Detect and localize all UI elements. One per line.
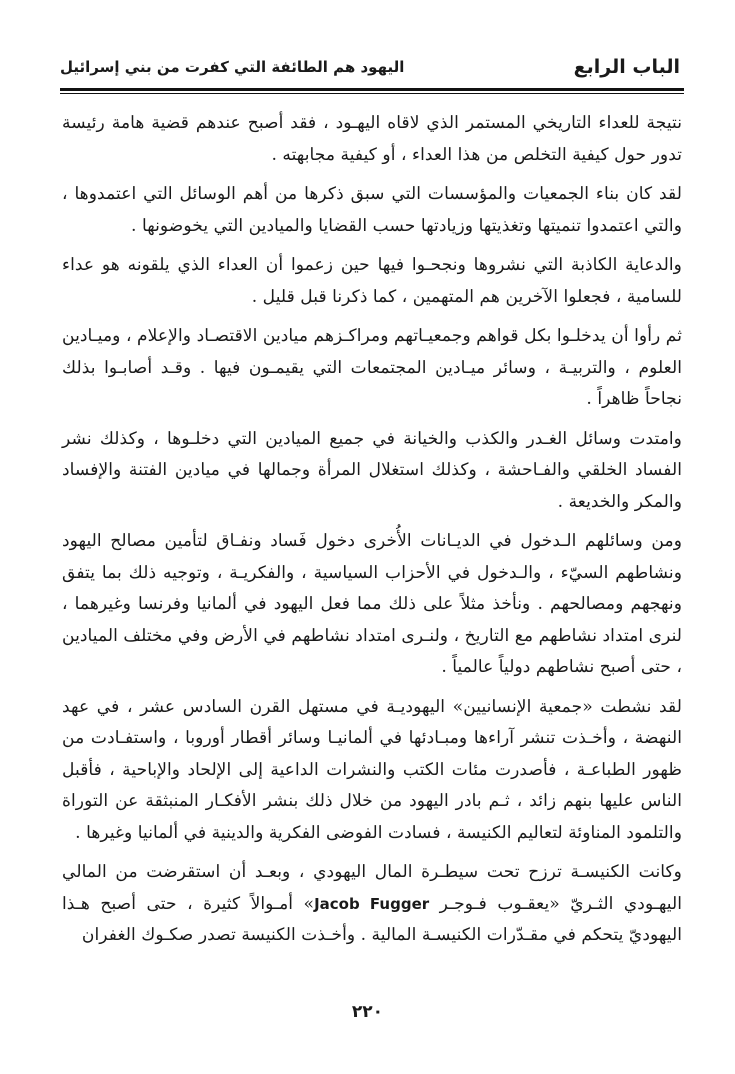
- paragraph-6: ومن وسائلهم الـدخول في الديـانات الأُخرى دخول فَساد ونفـاق لتأمين مصالح اليهود ونشاطهم السيّء ، والـدخول في الأحزاب السياسية ، والفكريـة ، وتوجيه ذلك بما يتفق ونهجهم ومصالحهم . ونأخذ مثلاً على ذلك مما فعل اليهود في ألمانيا وفرنسا وغيرهما ، لنرى امتداد نشاطهم مع التاريخ ، ولنـرى امتداد نشاطهم في الأرض وفي مختلف الميادين ، حتى أصبح نشاطهم دولياً عالمياً .: [62, 531, 682, 677]
- paragraph-2: لقد كان بناء الجمعيات والمؤسسات التي سبق ذكرها من أهم الوسائل التي اعتمدوها ، والتي اعتمدوا تنميتها وتغذيتها وزيادتها حسب القضايا والميادين التي يخوضونها .: [62, 184, 682, 236]
- header-rule-thick: [60, 88, 684, 91]
- paragraph-8-start: وكانت الكنيسـة ترزح تحت سيطـرة المال اليهودي ، وبعـد أن استقرضت من المالي اليهـودي الثـريّ «يعقـوب فـوجـر: [62, 862, 682, 914]
- latin-name: Jacob Fugger: [314, 894, 430, 913]
- paragraph-8-end: » أمـوالاً كثيرة ، حتى أصبح هـذا اليهوديّ يتحكم في مقـدّرات الكنيسـة المالية . وأخـذت الكنيسة تصدر صكـوك الغفران: [62, 893, 682, 945]
- paragraph-3: والدعاية الكاذبة التي نشروها ونجحـوا فيها حين زعموا أن العداء الذي يلقونه هو عداء للسامية ، فجعلوا الآخرين هم المتهمين ، كما ذكرنا قبل قليل .: [62, 255, 682, 307]
- paragraph-4: ثم رأوا أن يدخلـوا بكل قواهم وجمعيـاتهم ومراكـزهم ميادين الاقتصـاد والإعلام ، وميـادين العلوم ، والتربيـة ، وسائر ميـادين المجتمعات التي يقيمـون فيها . وقـد أصابـوا بذلك نجاحاً ظاهراً .: [62, 326, 682, 409]
- running-title: اليهود هم الطائفة التي كفرت من بني إسرائيل: [60, 58, 405, 76]
- page-number: ٢٢٠: [351, 1002, 384, 1022]
- paragraph-7: لقد نشطت «جمعية الإنسانيين» اليهوديـة في مستهل القرن السادس عشر ، في عهد النهضة ، وأخـذت تنشر آراءها ومبـادئها في ألمانيـا وسائر أقطار أوروبا ، واستفـادت من ظهور الطباعـة ، فأصدرت مئات الكتب والنشرات الداعية إلى الإلحاد والإباحية ، فأقبل الناس عليها بنهم زائد ، ثـم بادر اليهود من خلال ذلك بنشر الأفكـار المنبثقة عن التوراة والتلمود المناوئة لتعاليم الكنيسة ، فسادت الفوضى الفكرية والدينية في ألمانيا وغيرها .: [62, 696, 682, 843]
- paragraph-8: [62, 857, 682, 952]
- chapter-title: الباب الرابع: [573, 56, 680, 78]
- page-header: [60, 52, 680, 86]
- paragraph-1: نتيجة للعداء التاريخي المستمر الذي لاقاه اليهـود ، فقد أصبح عندهم قضية هامة رئيسة تدور حول كيفية التخلص من هذا العداء ، أو كيفية مجابهته .: [62, 113, 682, 165]
- header-rule-thin: [60, 93, 684, 94]
- paragraph-5: وامتدت وسائل الغـدر والكذب والخيانة في جميع الميادين التي دخلـوها ، وكذلك نشر الفساد الخلقي والفـاحشة ، وكذلك استغلال المرأة وجمالها في ميادين الفتنة والإفساد والمكر والخديعة .: [62, 428, 682, 512]
- page-body: [62, 108, 682, 960]
